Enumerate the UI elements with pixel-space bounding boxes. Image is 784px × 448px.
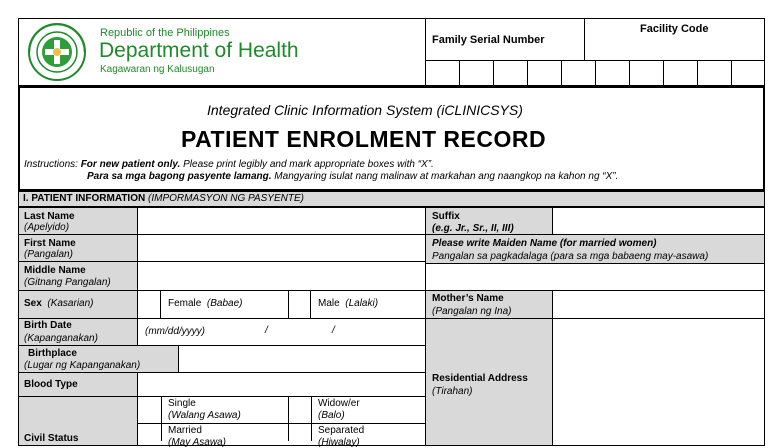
mothers-name-label-tl: (Pangalan ng Ina) (432, 306, 512, 317)
maiden-name-input[interactable] (425, 263, 765, 291)
maiden-name-note: Please write Maiden Name (for married women) (432, 238, 657, 249)
widow-option: Widow/er (318, 398, 360, 409)
section-label: I. PATIENT INFORMATION (IMPORMASYON NG PASYENTE) (23, 193, 304, 204)
birth-date-label-tl: (Kapanganakan) (24, 333, 98, 344)
suffix-input[interactable] (552, 207, 765, 235)
republic-text: Republic of the Philippines (100, 27, 230, 39)
birth-date-label: Birth Date (24, 320, 72, 331)
birthplace-input[interactable] (178, 345, 426, 373)
female-checkbox[interactable] (137, 291, 161, 318)
date-format-hint: (mm/dd/yyyy) (145, 326, 205, 337)
birthplace-label: Birthplace (28, 348, 77, 359)
residential-address-label-tl: (Tirahan) (432, 386, 473, 397)
married-option-tl: (May Asawa) (168, 437, 226, 448)
family-serial-label: Family Serial Number (432, 34, 545, 46)
middle-name-label-tl: (Gitnang Pangalan) (24, 277, 111, 288)
middle-name-input[interactable] (137, 261, 426, 291)
male-option: Male (Lalaki) (318, 298, 379, 309)
birthplace-label-tl: (Lugar ng Kapanganakan) (24, 360, 141, 371)
residential-address-label: Residential Address (432, 373, 528, 384)
doh-seal-icon (24, 22, 90, 82)
first-name-label-tl: (Pangalan) (24, 249, 73, 260)
kagawaran-text: Kagawaran ng Kalusugan (100, 64, 215, 75)
single-checkbox[interactable] (138, 397, 161, 423)
sex-label: Sex (Kasarian) (24, 298, 94, 309)
last-name-label: Last Name (24, 211, 75, 222)
first-name-label: First Name (24, 238, 76, 249)
date-separator-1: / (265, 325, 268, 336)
suffix-example: (e.g. Jr., Sr., II, III) (432, 223, 514, 234)
facility-code-label: Facility Code (640, 23, 709, 35)
married-option: Married (168, 425, 202, 436)
last-name-input[interactable] (137, 207, 426, 235)
page-title: PATIENT ENROLMENT RECORD (181, 126, 547, 152)
female-option: Female (Babae) (168, 298, 243, 309)
civil-status-label: Civil Status (24, 433, 79, 444)
instructions-line: Instructions: For new patient only. Please print legibly and mark appropriate boxes with “X”. (24, 159, 434, 170)
instructions-line-tl: Para sa mga bagong pasyente lamang. Mangyaring isulat nang malinaw at markahan ang naangkop na kahon ng “X”. (87, 171, 619, 182)
married-checkbox[interactable] (138, 424, 161, 441)
system-title: Integrated Clinic Information System (iCLINICSYS) (207, 102, 523, 118)
widow-checkbox[interactable] (289, 397, 311, 423)
mothers-name-input[interactable] (552, 290, 765, 319)
separated-option: Separated (318, 425, 365, 436)
first-name-input[interactable] (137, 234, 426, 262)
single-option: Single (168, 398, 196, 409)
department-title: Department of Health (99, 39, 299, 62)
blood-type-label: Blood Type (24, 379, 78, 390)
single-option-tl: (Walang Asawa) (168, 410, 241, 421)
separated-checkbox[interactable] (289, 424, 311, 441)
separated-option-tl: (Hiwalay) (318, 437, 360, 448)
residential-address-input[interactable] (552, 318, 765, 446)
widow-option-tl: (Balo) (318, 410, 345, 421)
male-checkbox[interactable] (288, 291, 311, 318)
last-name-label-tl: (Apelyido) (24, 222, 70, 233)
mothers-name-label: Mother’s Name (432, 293, 504, 304)
middle-name-label: Middle Name (24, 265, 86, 276)
date-separator-2: / (332, 325, 335, 336)
maiden-name-note-tl: Pangalan sa pagkadalaga (para sa mga babaeng may-asawa) (432, 251, 709, 262)
blood-type-input[interactable] (137, 372, 426, 397)
suffix-label: Suffix (432, 211, 460, 222)
